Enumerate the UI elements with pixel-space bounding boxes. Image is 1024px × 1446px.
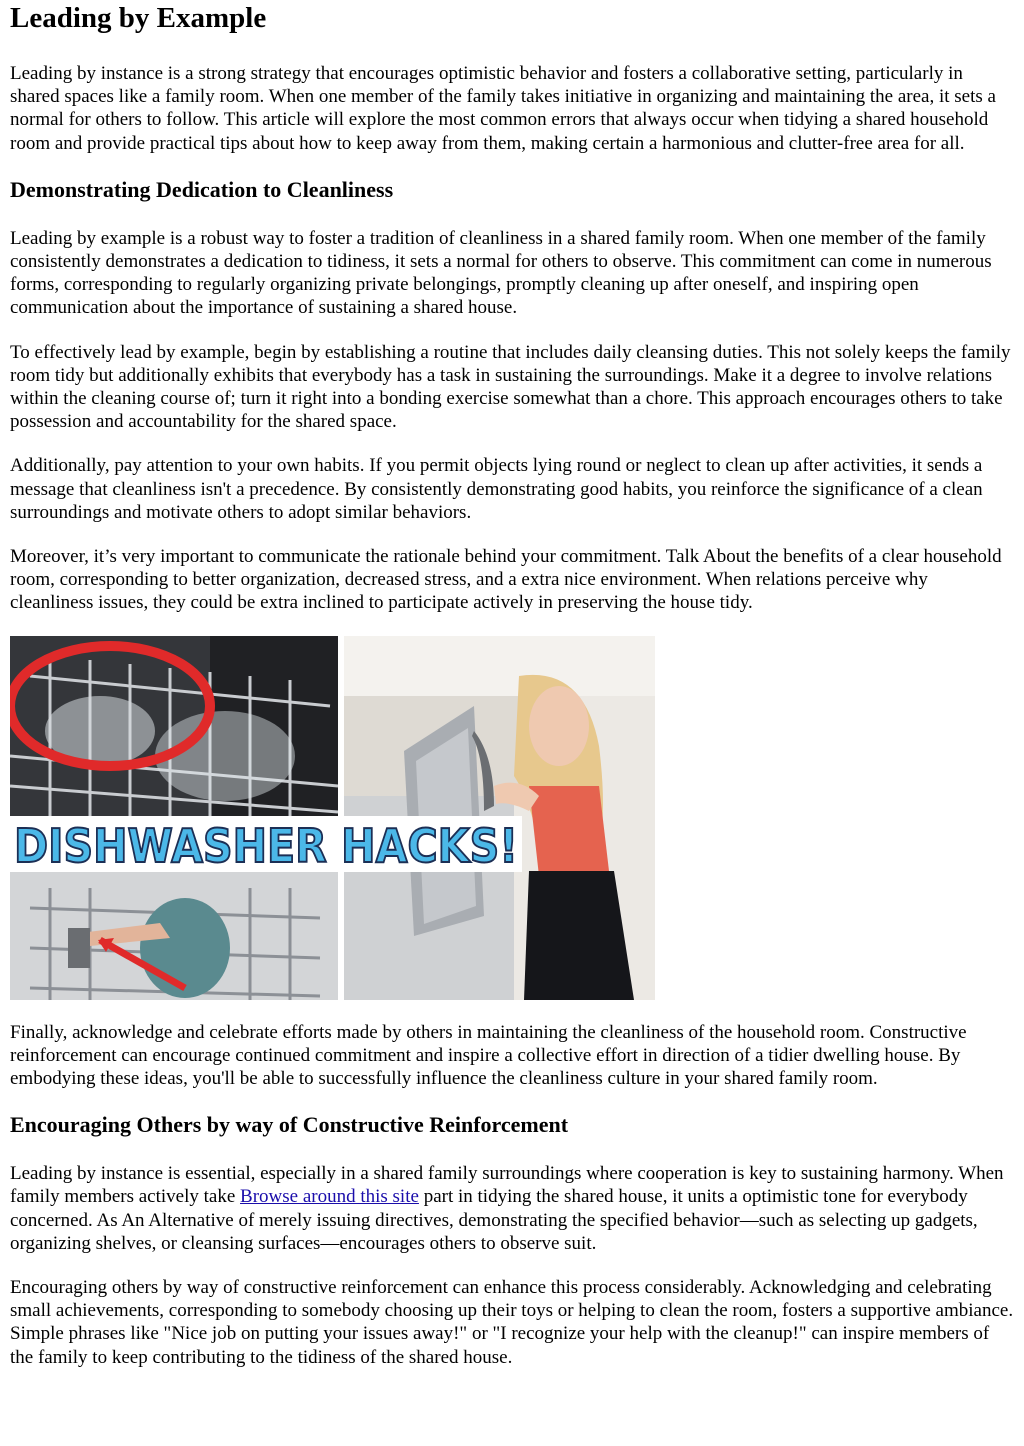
paragraph: Additionally, pay attention to your own habits. If you permit objects lying round or neglect to clean up after activities, it sends a message that cleanliness isn't a precedence. By consistently demonstrating good habits, you reinforce the significance of a clean surroundings and motivate others to adopt similar behaviors. (10, 455, 983, 523)
hand-rack-photo (10, 868, 338, 1000)
section-heading-cleanliness: Demonstrating Dedication to Cleanliness (10, 176, 394, 202)
page-title: Leading by Example (10, 2, 267, 34)
image-banner (10, 816, 522, 872)
image-caption: DISHWASHER HACKS! (14, 818, 518, 872)
dishwasher-rack-photo (10, 636, 338, 819)
section-heading-reinforcement: Encouraging Others by way of Constructive Reinforcement (10, 1112, 569, 1138)
dishwasher-hacks-image (10, 636, 655, 1000)
browse-site-link[interactable]: Browse around this site (240, 1186, 419, 1208)
paragraph: Finally, acknowledge and celebrate efforts made by others in maintaining the cleanliness of the household room. Constructive reinforcement can encourage continued commitment and inspire a collective effort in direction of a tidier dwelling house. By embodying these ideas, you'll be able to successfully influence the cleanliness culture in your shared family room. (10, 1021, 967, 1090)
intro-paragraph: Leading by instance is a strong strategy that encourages optimistic behavior and fosters a collaborative setting, particularly in shared spaces like a family room. When one member of the family takes initiative in organizing and maintaining the area, it sets a normal for others to follow. This article will explore the most common errors that always occur when tidying a shared household room and provide practical tips about how to keep away from them, making certain a harmonious and clutter-free area for all. (10, 63, 996, 154)
paragraph-text: part in tidying the shared house, it units a optimistic tone for everybody concerned. As An Alternative of merely issuing directives, demonstrating the specified behavior—such as selecting up gadgets, organizing shelves, or cleansing surfaces—encourages others to observe suit. (10, 1186, 978, 1254)
paragraph-text: Leading by instance is essential, especially in a shared family surroundings where cooperation is key to sustaining harmony. When family members actively take (10, 1163, 1004, 1208)
paragraph: Leading by example is a robust way to foster a tradition of cleanliness in a shared family room. When one member of the family consistently demonstrates a dedication to tidiness, it sets a normal for others to observe. This commitment can come in numerous forms, corresponding to regularly organizing private belongings, promptly cleaning up after oneself, and inspiring open communication about the importance of sustaining a shared house. (10, 227, 992, 319)
paragraph-with-link (10, 1162, 1014, 1255)
paragraph: Encouraging others by way of constructive reinforcement can enhance this process considerably. Acknowledging and celebrating small achievements, corresponding to somebody choosing up their toys or helping to clean the room, fosters a supportive ambiance. Simple phrases like "Nice job on putting your issues away!" or "I recognize your help with the cleanup!" can inspire members of the family to keep contributing to the tidiness of the shared house. (10, 1277, 1014, 1368)
paragraph: To effectively lead by example, begin by establishing a routine that includes daily cleansing duties. This not solely keeps the family room tidy but additionally exhibits that everybody has a task in sustaining the surroundings. Make it a degree to involve relations within the cleaning course of; turn it right into a bonding exercise somewhat than a chore. This approach encourages others to take possession and accountability for the shared space. (10, 341, 1011, 433)
paragraph: Moreover, it’s very important to communicate the rationale behind your commitment. Talk About the benefits of a clear household room, corresponding to better organization, decreased stress, and a extra nice environment. When relations perceive why cleanliness issues, they could be extra inclined to participate actively in preserving the house tidy. (10, 546, 1002, 614)
